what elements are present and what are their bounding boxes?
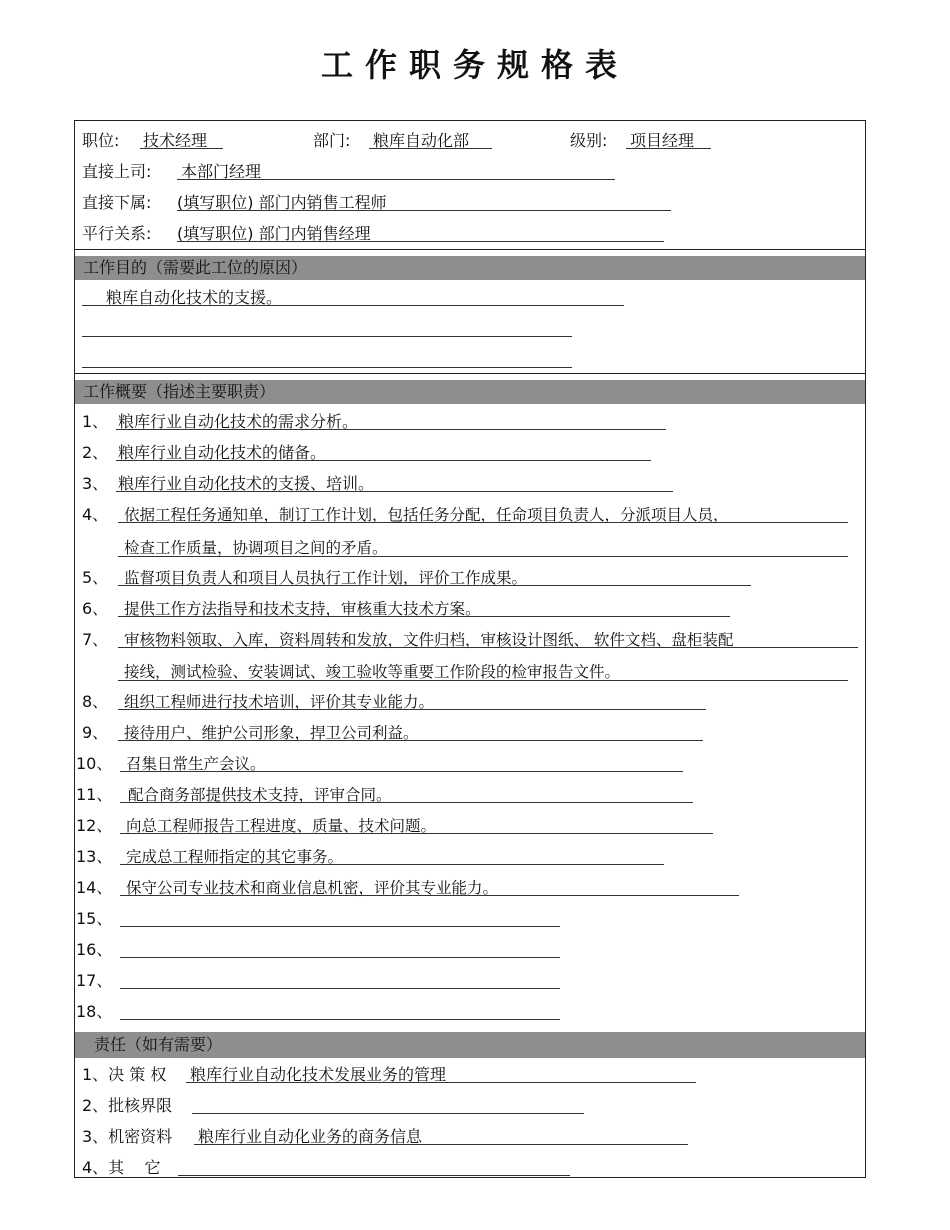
position-label: 职位: <box>82 131 120 150</box>
summary-item-underline <box>120 802 693 803</box>
department-value[interactable]: 粮库自动化部 <box>373 131 470 150</box>
level-underline <box>626 148 711 149</box>
summary-item-num: 3、 <box>82 474 109 493</box>
summary-item-continuation[interactable]: 接线，测试检验、安装调试、竣工验收等重要工作阶段的检审报告文件。 <box>124 663 621 681</box>
parallel-value[interactable]: (填写职位) 部门内销售经理 <box>177 224 371 243</box>
summary-item-underline <box>116 491 673 492</box>
subordinate-label: 直接下属: <box>82 193 152 212</box>
summary-item-num: 4、 <box>82 505 109 524</box>
responsibility-label: 3、机密资料 <box>82 1127 173 1146</box>
summary-item-text[interactable]: 向总工程师报告工程进度、质量、技术问题。 <box>126 817 437 835</box>
summary-item-text[interactable]: 组织工程师进行技术培训，评价其专业能力。 <box>124 693 435 711</box>
summary-item-underline <box>118 680 848 681</box>
summary-item-text[interactable]: 接待用户、维护公司形象，捍卫公司利益。 <box>124 724 419 742</box>
summary-item-underline <box>118 585 751 586</box>
summary-item-text[interactable]: 粮库行业自动化技术的支援、培训。 <box>118 474 375 493</box>
summary-item-underline <box>116 460 651 461</box>
page-title: 工作职务规格表 <box>320 46 629 84</box>
summary-item-underline <box>118 740 703 741</box>
summary-item-underline <box>120 771 683 772</box>
summary-item-num: 17、 <box>76 971 113 990</box>
summary-item-text[interactable]: 依据工程任务通知单，制订工作计划，包括任务分配，任命项目负责人，分派项目人员， <box>124 506 729 524</box>
supervisor-label: 直接上司: <box>82 162 152 181</box>
responsibility-label: 1、决 策 权 <box>82 1065 167 1084</box>
responsibility-underline[interactable] <box>192 1113 584 1114</box>
department-label: 部门: <box>313 131 351 150</box>
summary-item-underline <box>118 556 848 557</box>
summary-item-num: 7、 <box>82 630 109 649</box>
summary-item-num: 11、 <box>76 785 113 804</box>
section-divider <box>75 373 865 374</box>
responsibility-label: 4、其 它 <box>82 1158 161 1177</box>
purpose-underline-3 <box>82 367 572 368</box>
summary-item-num: 5、 <box>82 568 109 587</box>
summary-item-underline <box>118 709 706 710</box>
responsibility-label: 2、批核界限 <box>82 1096 173 1115</box>
summary-item-num: 6、 <box>82 599 109 618</box>
purpose-underline-2 <box>82 336 572 337</box>
summary-item-num: 2、 <box>82 443 109 462</box>
summary-item-underline <box>120 895 739 896</box>
summary-item-num: 9、 <box>82 723 109 742</box>
summary-item-text[interactable]: 提供工作方法指导和技术支持，审核重大技术方案。 <box>124 600 481 618</box>
summary-item-num: 15、 <box>76 909 113 928</box>
summary-item-num: 12、 <box>76 816 113 835</box>
responsibility-value[interactable]: 粮库行业自动化业务的商务信息 <box>198 1127 423 1146</box>
summary-item-text[interactable]: 完成总工程师指定的其它事务。 <box>126 848 344 866</box>
purpose-text[interactable]: 粮库自动化技术的支援。 <box>106 288 283 307</box>
summary-item-underline[interactable] <box>120 1019 560 1020</box>
level-label: 级别: <box>570 131 608 150</box>
summary-item-underline <box>120 833 713 834</box>
summary-item-text[interactable]: 粮库行业自动化技术的需求分析。 <box>118 412 359 431</box>
summary-item-underline[interactable] <box>120 988 560 989</box>
summary-item-num: 8、 <box>82 692 109 711</box>
position-underline <box>140 148 223 149</box>
department-underline <box>369 148 492 149</box>
summary-item-num: 16、 <box>76 940 113 959</box>
summary-item-num: 1、 <box>82 412 109 431</box>
summary-item-continuation[interactable]: 检查工作质量，协调项目之间的矛盾。 <box>124 539 388 557</box>
responsibility-value[interactable]: 粮库行业自动化技术发展业务的管理 <box>190 1065 447 1084</box>
summary-item-text[interactable]: 粮库行业自动化技术的储备。 <box>118 443 327 462</box>
summary-item-text[interactable]: 召集日常生产会议。 <box>126 755 266 773</box>
summary-item-underline[interactable] <box>120 926 560 927</box>
summary-item-underline <box>118 647 858 648</box>
position-value[interactable]: 技术经理 <box>143 131 208 150</box>
summary-item-num: 18、 <box>76 1002 113 1021</box>
section-divider <box>75 249 865 250</box>
summary-item-text[interactable]: 监督项目负责人和项目人员执行工作计划，评价工作成果。 <box>124 569 528 587</box>
summary-item-num: 10、 <box>76 754 113 773</box>
responsibility-underline[interactable] <box>178 1175 570 1176</box>
subordinate-value[interactable]: (填写职位) 部门内销售工程师 <box>177 193 387 212</box>
responsibility-underline <box>194 1144 688 1145</box>
responsibility-heading: 责任（如有需要） <box>75 1032 865 1058</box>
summary-item-underline <box>120 864 664 865</box>
parallel-underline <box>177 241 664 242</box>
summary-item-underline[interactable] <box>120 957 560 958</box>
supervisor-underline <box>177 179 615 180</box>
summary-item-text[interactable]: 审核物料领取、入库，资料周转和发放，文件归档，审核设计图纸、 软件文档、盘柜装配 <box>124 631 734 649</box>
summary-item-underline <box>116 429 666 430</box>
summary-item-num: 13、 <box>76 847 113 866</box>
responsibility-underline <box>186 1082 696 1083</box>
summary-item-num: 14、 <box>76 878 113 897</box>
subordinate-underline <box>177 210 671 211</box>
purpose-heading: 工作目的（需要此工位的原因） <box>75 256 865 280</box>
purpose-underline-1 <box>82 305 624 306</box>
level-value[interactable]: 项目经理 <box>630 131 695 150</box>
summary-item-underline <box>118 616 730 617</box>
summary-item-text[interactable]: 保守公司专业技术和商业信息机密，评价其专业能力。 <box>126 879 499 897</box>
summary-item-underline <box>118 522 848 523</box>
parallel-label: 平行关系: <box>82 224 152 243</box>
summary-item-text[interactable]: 配合商务部提供技术支持，评审合同。 <box>128 786 392 804</box>
supervisor-value[interactable]: 本部门经理 <box>181 162 262 181</box>
summary-heading: 工作概要（指述主要职责） <box>75 380 865 404</box>
